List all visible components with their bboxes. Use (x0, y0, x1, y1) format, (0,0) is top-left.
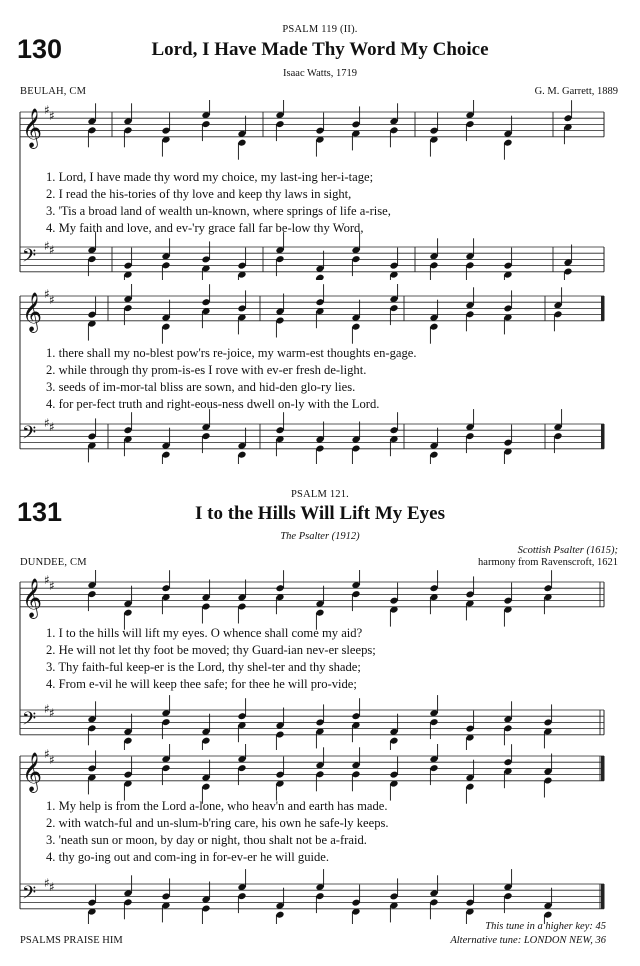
treble-staff (20, 284, 604, 344)
verse-line: 1. My help is from the Lord a-lone, who heav'n and earth has made. (46, 799, 388, 813)
verse-line: 1. I to the hills will lift my eyes. O whence shall come my aid? (46, 626, 363, 640)
verse-line: 2. He will not let thy foot be moved; thy Guard-ian nev-er sleeps; (46, 643, 376, 657)
bass-staff (20, 869, 604, 924)
key-signature: ♯ (44, 702, 50, 716)
tune-name: BEULAH, CM (20, 86, 87, 97)
bass-clef: 𝄢 (22, 883, 37, 908)
composer-credit: G. M. Garrett, 1889 (534, 86, 618, 97)
verse-line: 3. 'neath sun or moon, by day or night, thou shalt not be a-fraid. (46, 833, 367, 847)
key-signature: ♯ (49, 420, 55, 434)
verse-line: 4. thy go-ing out and com-ing in for-ev-er he will guide. (46, 850, 330, 864)
key-signature: ♯ (44, 103, 50, 117)
verse-line: 1. Lord, I have made thy word my choice, my last-ing her-i-tage; (46, 170, 374, 184)
final-barline (601, 424, 604, 449)
book-section: PSALMS PRAISE HIM (20, 935, 123, 946)
key-signature: ♯ (44, 876, 50, 890)
key-signature: ♯ (49, 880, 55, 894)
psalm-reference: PSALM 121. (290, 489, 349, 500)
treble-staff (20, 570, 604, 630)
verse-line: 3. Thy faith-ful keep-er is the Lord, thy shel-ter and thy shade; (46, 660, 361, 674)
key-signature: ♯ (49, 706, 55, 720)
treble-clef: 𝄞 (22, 752, 43, 792)
hymn-number: 130 (17, 34, 63, 64)
treble-clef: 𝄞 (22, 292, 43, 332)
hymn-number: 131 (17, 497, 63, 527)
key-signature: ♯ (44, 416, 50, 430)
treble-staff (20, 744, 604, 804)
key-signature: ♯ (44, 287, 50, 301)
bass-clef: 𝄢 (22, 709, 37, 734)
key-signature: ♯ (49, 579, 55, 593)
composer-credit: Scottish Psalter (1615); (517, 545, 618, 556)
verse-line: 3. seeds of im-mor-tal bliss are sown, and hid-den glo-ry lies. (46, 380, 356, 394)
bass-clef: 𝄢 (22, 246, 37, 271)
verse-line: 4. My faith and love, and ev-'ry grace fall far be-low thy Word, (46, 221, 364, 235)
verse-line: 2. with watch-ful and un-slum-b'ring care, his own he safe-ly keeps. (46, 816, 389, 830)
verse-line: 2. while through thy prom-is-es I rove with ev-er fresh de-light. (46, 363, 367, 377)
treble-clef: 𝄞 (22, 108, 43, 148)
hymn-title: I to the Hills Will Lift My Eyes (195, 503, 445, 524)
bass-clef: 𝄢 (22, 423, 37, 448)
author-credit: Isaac Watts, 1719 (283, 68, 357, 79)
key-signature: ♯ (49, 243, 55, 257)
harmony-credit: harmony from Ravenscroft, 1621 (478, 557, 618, 568)
tune-name: DUNDEE, CM (20, 557, 87, 568)
hymn-title: Lord, I Have Made Thy Word My Choice (151, 39, 489, 60)
psalm-reference: PSALM 119 (II). (282, 24, 358, 35)
higher-key-note: This tune in a higher key: 45 (485, 921, 606, 932)
treble-staff (20, 100, 604, 160)
verse-line: 4. From e-vil he will keep thee safe; for thee he will pro-vide; (46, 677, 357, 691)
key-signature: ♯ (49, 753, 55, 767)
final-barline (601, 296, 604, 321)
author-credit: The Psalter (1912) (280, 531, 360, 542)
bass-staff (20, 232, 604, 280)
verse-line: 2. I read the his-tories of thy love and keep thy laws in sight, (46, 187, 352, 201)
final-barline (601, 756, 604, 781)
key-signature: ♯ (44, 747, 50, 761)
final-barline (601, 884, 604, 909)
key-signature: ♯ (49, 293, 55, 307)
bass-staff (20, 409, 604, 464)
treble-clef: 𝄞 (22, 578, 43, 618)
verse-line: 4. for per-fect truth and right-eous-ness dwell on-ly with the Lord. (46, 397, 380, 411)
key-signature: ♯ (44, 239, 50, 253)
key-signature: ♯ (49, 109, 55, 123)
verse-line: 1. there shall my no-blest pow'rs re-joice, my warm-est thoughts en-gage. (46, 346, 417, 360)
verse-line: 3. 'Tis a broad land of wealth un-known, where springs of life a-rise, (46, 204, 391, 218)
bass-staff (20, 695, 604, 750)
alternative-tune: Alternative tune: LONDON NEW, 36 (450, 935, 606, 946)
key-signature: ♯ (44, 573, 50, 587)
